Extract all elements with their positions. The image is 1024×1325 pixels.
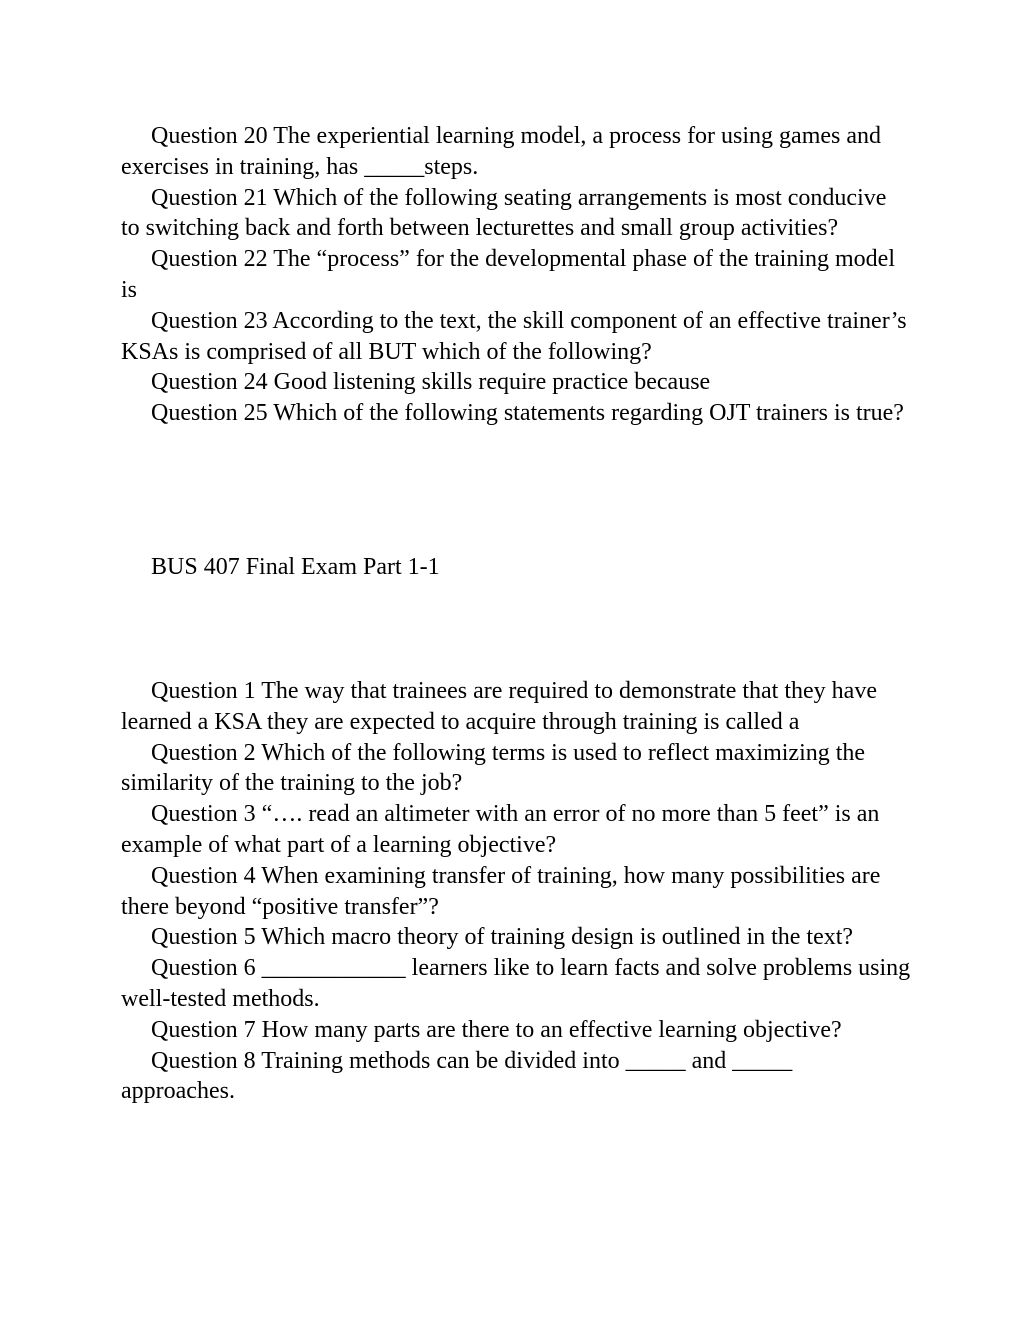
question-item: Question 2 Which of the following terms is used to reflect maximizing the similarity of the training to the job? — [121, 739, 866, 797]
question-item: Question 24 Good listening skills require practice because — [151, 369, 711, 396]
question-item: Question 3 “…. read an altimeter with an error of no more than 5 feet” is an example of what part of a learning objective? — [121, 801, 880, 858]
question-item: Question 7 How many parts are there to an effective learning objective? — [151, 1016, 842, 1043]
question-item: Question 8 Training methods can be divided into _____ and _____ approaches. — [121, 1047, 793, 1105]
question-list-top — [121, 121, 911, 429]
question-item: Question 20 The experiential learning model, a process for using games and exercises in training, has _____steps. — [121, 123, 882, 180]
question-list-bottom — [121, 676, 911, 1107]
question-item: Question 25 Which of the following statements regarding OJT trainers is true? — [151, 400, 904, 427]
exam-heading: BUS 407 Final Exam Part 1-1 — [151, 554, 440, 580]
question-item: Question 23 According to the text, the skill component of an effective trainer’s KSAs is comprised of all BUT which of the following? — [121, 307, 907, 365]
question-item: Question 5 Which macro theory of training design is outlined in the text? — [151, 924, 854, 951]
question-item: Question 4 When examining transfer of training, how many possibilities are there beyond “positive transfer”? — [121, 862, 881, 920]
question-item: Question 21 Which of the following seating arrangements is most conducive to switching back and forth between lecturettes and small group activities? — [121, 184, 887, 242]
question-item: Question 22 The “process” for the developmental phase of the training model is — [121, 246, 895, 303]
question-item: Question 6 ____________ learners like to learn facts and solve problems using well-tested methods. — [121, 955, 911, 1012]
question-item: Question 1 The way that trainees are required to demonstrate that they have learned a KSA they are expected to acquire through training is called a — [121, 678, 877, 735]
